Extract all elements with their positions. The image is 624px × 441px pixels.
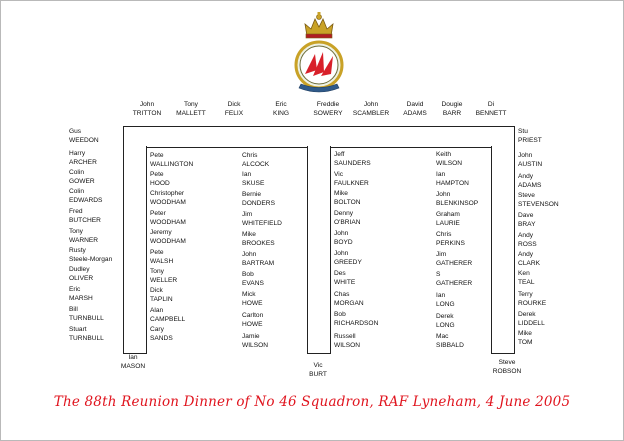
guest-name: Ian LONG (436, 292, 455, 308)
guest-name: Mike BROOKES (242, 231, 275, 247)
guest-name: Tony WELLER (150, 268, 178, 284)
guest-name: Colin EDWARDS (69, 188, 103, 204)
guest-name: Fred BUTCHER (69, 208, 101, 224)
guest-name: Dave BRAY (518, 212, 536, 228)
guest-name: Vic FAULKNER (334, 171, 369, 187)
guest-name: Dick TAPLIN (150, 287, 173, 303)
guest-name: Di BENNETT (475, 101, 507, 117)
guest-name: Colin GOWER (69, 169, 95, 185)
guest-name: Chris PERKINS (436, 231, 465, 247)
guest-name: Tony MALLETT (176, 101, 206, 117)
guest-name: John SCAMBLER (352, 101, 390, 117)
guest-name: Jim GATHERER (436, 251, 473, 267)
guest-name: Ken TEAL (518, 270, 535, 286)
guest-name: Ian HAMPTON (436, 171, 469, 187)
guest-name: Graham LAURIE (436, 211, 460, 227)
guest-name: Terry ROURKE (518, 291, 547, 307)
guest-name: Des WHITE (334, 270, 356, 286)
guest-name: Andy ADAMS (518, 173, 542, 189)
guest-name: Harry ARCHER (69, 150, 97, 166)
guest-name: Eric KING (272, 101, 290, 117)
guest-name: Dick FELIX (224, 101, 244, 117)
guest-name: Eric MARSH (69, 286, 93, 302)
guest-name: S GATHERER (436, 271, 473, 287)
guest-name: Jeff SAUNDERS (334, 151, 371, 167)
crown-icon (305, 12, 333, 38)
squadron-crest-icon (291, 10, 347, 96)
guest-name: Freddie SOWERY (313, 101, 343, 117)
guest-name: John AUSTIN (518, 152, 543, 168)
guest-name: John BLENKINSOP (436, 191, 479, 207)
guest-name: Bernie DONDERS (242, 191, 275, 207)
guest-name: Andy ROSS (518, 232, 537, 248)
table-leg-center (307, 146, 331, 354)
guest-name: Dougie BARR (441, 101, 463, 117)
guest-name: Bill TURNBULL (69, 306, 104, 322)
guest-name: Cary SANDS (150, 326, 173, 342)
guest-name: Steve STEVENSON (518, 192, 559, 208)
guest-name: Vic BURT (309, 362, 327, 378)
guest-name: Gus WEEDON (69, 128, 99, 144)
guest-name: Chris ALCOCK (242, 152, 270, 168)
guest-name: Jeremy WOODHAM (150, 229, 186, 245)
guest-name: Steve ROBSON (492, 359, 522, 375)
guest-name: Russell WILSON (334, 333, 361, 349)
reunion-dinner-caption: The 88th Reunion Dinner of No 46 Squadron, RAF Lyneham, 4 June 2005 (53, 394, 571, 410)
guest-name: Tony WARNER (69, 228, 99, 244)
guest-name: Mac SIBBALD (436, 333, 464, 349)
guest-name: Jim WHITEFIELD (242, 211, 282, 227)
guest-name: Rusty Steele-Morgan (69, 247, 113, 263)
guest-name: John GREEDY (334, 250, 362, 266)
guest-name: Alan CAMPBELL (150, 307, 186, 323)
guest-name: Christopher WOODHAM (150, 190, 186, 206)
guest-name: Ian MASON (120, 354, 146, 370)
guest-name: Pete WALLINGTON (150, 152, 194, 168)
guest-name: John BARTRAM (242, 251, 275, 267)
guest-name: Carlton HOWE (242, 312, 264, 328)
guest-name: Jamie WILSON (242, 333, 269, 349)
guest-name: Derek LIDDELL (518, 311, 545, 327)
top-table-outline (123, 126, 515, 148)
guest-name: David ADAMS (403, 101, 427, 117)
guest-name: Mike BOLTON (334, 190, 361, 206)
guest-name: Mike TOM (518, 330, 533, 346)
guest-name: John TRITTON (132, 101, 162, 117)
table-leg-left (123, 146, 147, 354)
guest-name: Bob EVANS (242, 271, 264, 287)
guest-name: Bob RICHARDSON (334, 311, 379, 327)
guest-name: Andy CLARK (518, 251, 540, 267)
guest-name: Mick HOWE (242, 291, 263, 307)
guest-name: Keith WILSON (436, 151, 463, 167)
guest-name: Chas MORGAN (334, 291, 364, 307)
guest-name: Peter WOODHAM (150, 210, 186, 226)
guest-name: Pete HOOD (150, 171, 170, 187)
guest-name: Stu PRIEST (518, 128, 542, 144)
guest-name: Derek LONG (436, 313, 455, 329)
guest-name: Ian SKUSE (242, 171, 265, 187)
guest-name: Pete WALSH (150, 249, 174, 265)
guest-name: Stuart TURNBULL (69, 326, 104, 342)
table-leg-right (491, 146, 515, 354)
guest-name: Denny O'BRIAN (334, 210, 361, 226)
guest-name: Dudley OLIVER (69, 266, 94, 282)
guest-name: John BOYD (334, 230, 353, 246)
